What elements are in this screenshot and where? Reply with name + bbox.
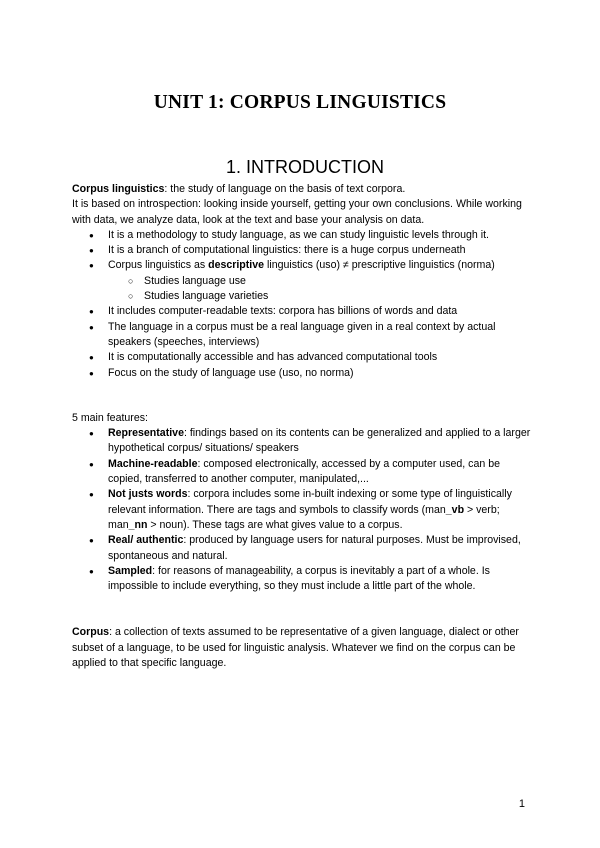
features-intro: 5 main features:: [72, 411, 148, 424]
page-number: 1: [518, 798, 525, 810]
corpus-definition: Corpus: a collection of texts assumed to be representative of a given language, dialect or other subset of a language, to be used for linguistic analysis. Whatever we find on the corpus can be applied to that specific language.: [72, 626, 519, 670]
page-title: UNIT 1: CORPUS LINGUISTICS: [153, 92, 447, 113]
list-item: ● Corpus linguistics as descriptive linguistics (uso) ≠ prescriptive linguistics (norma) ○ Studies language use ○ Studies language varieties: [72, 258, 532, 304]
list-item: ● Focus on the study of language use (uso, no norma): [72, 366, 532, 381]
intro-paragraph: [72, 182, 532, 197]
feature-item: ● Representative: findings based on its contents can be generalized and applied to a larger hypothetical corpus/ situations/ speakers: [72, 426, 532, 457]
intro-term: Corpus linguistics: [72, 183, 165, 195]
document-body: [72, 182, 532, 671]
list-item: ● It includes computer-readable texts: corpora has billions of words and data: [72, 304, 532, 319]
intro-bullet-list: [72, 228, 532, 381]
feature-item: ● Real/ authentic: produced by language users for natural purposes. Must be improvised, spontaneous and natural.: [72, 533, 532, 564]
sub-list-item: ○ Studies language use: [72, 274, 532, 289]
sub-bullet-list: [72, 274, 532, 305]
intro-definition: : the study of language on the basis of text corpora.: [164, 183, 406, 195]
list-item: ● It is computationally accessible and has advanced computational tools: [72, 350, 532, 365]
sub-list-item: ○ Studies language varieties: [72, 289, 532, 304]
list-item: ● The language in a corpus must be a real language given in a real context by actual speakers (speeches, interviews): [72, 320, 532, 351]
feature-item: ● Not justs words: corpora includes some in-built indexing or some type of linguistically relevant information. There are tags and symbols to classify words (man_vb > verb; man_nn > noun). These tags are what gives value to a corpus.: [72, 487, 532, 533]
corpus-term: Corpus: [72, 626, 110, 639]
feature-item: ● Sampled: for reasons of manageability, a corpus is inevitably a part of a whole. Is impossible to include everything, so they must include a little part of the whole.: [72, 564, 532, 595]
section-heading: 1. INTRODUCTION: [225, 157, 384, 177]
list-item: ● It is a branch of computational linguistics: there is a huge corpus underneath: [72, 243, 532, 258]
features-list: [72, 426, 532, 594]
feature-item: ● Machine-readable: composed electronically, accessed by a computer used, can be copied, transferred to another computer, manipulated,...: [72, 457, 532, 488]
intro-line2: It is based on introspection: looking inside yourself, getting your own conclusions. While working with data, we analyze data, look at the text and base your analysis on data.: [72, 198, 522, 226]
list-item: ● It is a methodology to study language, as we can study linguistic levels through it.: [72, 228, 532, 243]
